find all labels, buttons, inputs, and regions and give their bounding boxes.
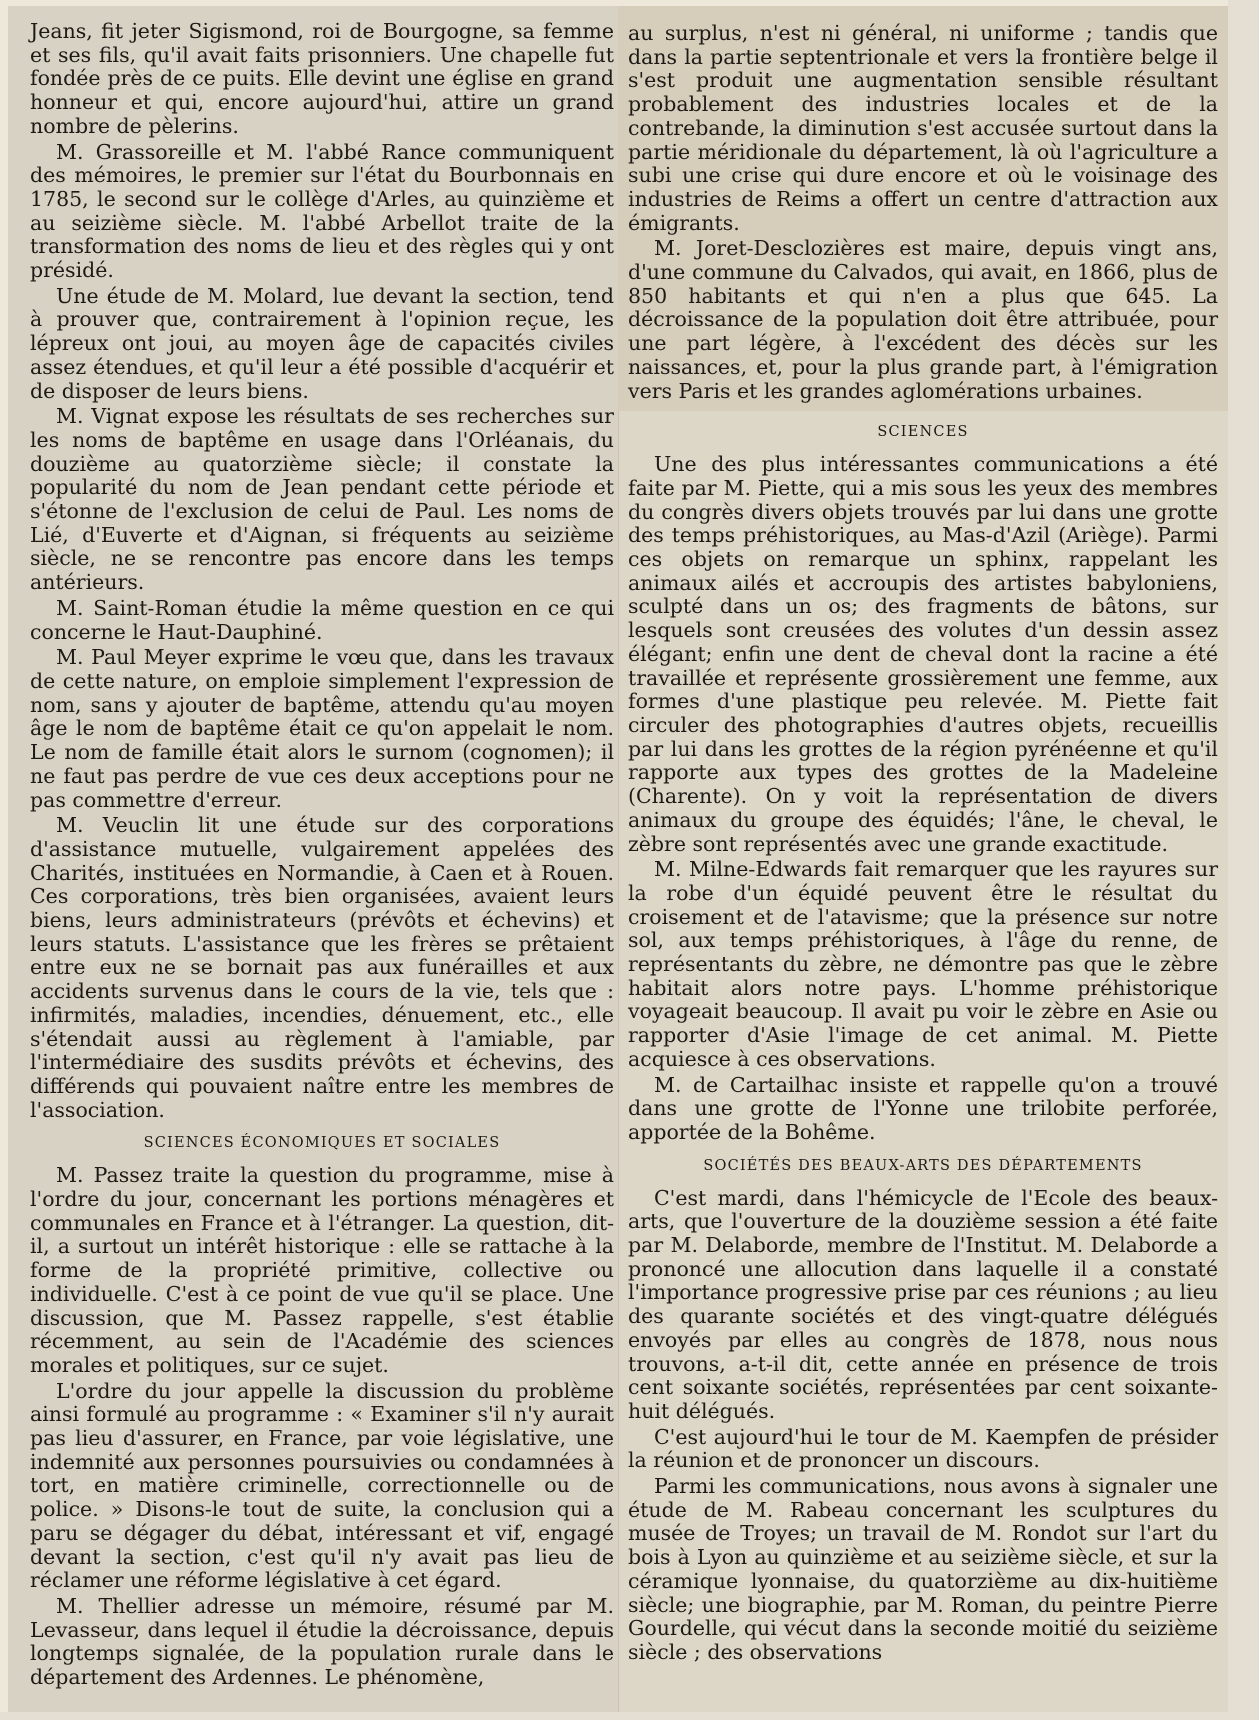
paragraph: C'est aujourd'hui le tour de M. Kaempfen de présider la réunion et de prononcer un discours. [628,1424,1218,1473]
paragraph: M. Paul Meyer exprime le vœu que, dans les travaux de cette nature, on emploie simplement l'expression de nom, sans y ajouter de baptême, attendu qu'au moyen âge le nom de baptême était ce qu'on appelait le nom. Le nom de famille était alors le surnom (cognomen); il ne faut pas perdre de vue ces deux acceptions pour ne pas commettre d'erreur. [30,645,614,812]
paragraph: Parmi les communications, nous avons à signaler une étude de M. Rabeau concernant les sculptures du musée de Troyes; un travail de M. Rondot sur l'art du bois à Lyon au quinzième et au seizième siècle, et sur la céramique lyonnaise, du quatorzième au dix-huitième siècle; une biographie, par M. Roman, du peintre Pierre Gourdelle, qui vécut dans la seconde moitié du seizième siècle ; des observations [628,1474,1218,1664]
section-heading-beaux-arts: SOCIÉTÉS DES BEAUX-ARTS DES DÉPARTEMENTS [703,1157,1143,1174]
section-heading-sciences: SCIENCES [877,424,969,441]
paragraph: M. Vignat expose les résultats de ses recherches sur les noms de baptême en usage dans l'Orléanais, du douzième au quatorzième siècle; il constate la popularité du nom de Jean pendant cette période et s'étonne de l'exclusion de celui de Paul. Les noms de Lié, d'Euverte et d'Aignan, si fréquents au seizième siècle, ne se rencontre pas encore dans les temps antérieurs. [30,404,614,595]
paragraph: au surplus, n'est ni général, ni uniforme ; tandis que dans la partie septentrionale et vers la frontière belge il s'est produit une augmentation sensible résultant probablement des industries locales et de la contrebande, la diminution s'est accusée surtout dans la partie méridionale du département, là où l'agriculture a subi une crise qui dure encore et où le voisinage des industries de Reims a offert un centre d'attraction aux émigrants. [628,21,1218,235]
paragraph: M. Passez traite la question du programme, mise à l'ordre du jour, concernant les portions ménagères et communales en France et à l'étranger. La question, dit-il, a surtout un intérêt historique : elle se rattache à la forme de la propriété primitive, collective ou individuelle. C'est à ce point de vue qu'il se place. Une discussion, que M. Passez rappelle, s'est établie récemment, au sein de l'Académie des sciences morales et politiques, sur ce sujet. [30,1163,614,1377]
paragraph: Une étude de M. Molard, lue devant la section, tend à prouver que, contrairement à l'opinion reçue, les lépreux ont joui, au moyen âge de capacités civiles assez étendues, et qu'il leur a été possible d'acquérir et de disposer de leurs biens. [30,283,614,403]
paragraph: M. Joret-Desclozières est maire, depuis vingt ans, d'une commune du Calvados, qui avait, en 1866, plus de 850 habitants et qui n'en a plus que 645. La décroissance de la population doit être attribuée, pour une part légère, à l'excédent des décès sur les naissances, et, pour la plus grande part, à l'émigration vers Paris et les grandes aglomérations urbaines. [628,236,1218,403]
paper-margin-right [1228,0,1259,1720]
paragraph: M. Saint-Roman étudie la même question en ce qui concerne le Haut-Dauphiné. [30,595,614,644]
paragraph: L'ordre du jour appelle la discussion du problème ainsi formulé au programme : « Examiner s'il n'y aurait pas lieu d'assurer, en France, par voie législative, une indemnité aux personnes poursuivies ou condamnées à tort, en matière criminelle, correctionnelle ou de police. » Disons-le tout de suite, la conclusion qui a paru se dégager du débat, intéressant et vif, engagé devant la section, c'est qu'il n'y avait pas lieu de réclamer une réforme législative à cet égard. [30,1378,614,1593]
left-column [8,6,620,1712]
right-column [618,6,1228,1712]
paragraph: Jeans, fit jeter Sigismond, roi de Bourgogne, sa femme et ses fils, qu'il avait faits prisonniers. Une chapelle fut fondée près de ce puits. Elle devint une église en grand honneur et qui, encore aujourd'hui, attire un grand nombre de pèlerins. [30,19,614,138]
upper-clipping [618,6,1228,411]
paragraph: C'est mardi, dans l'hémicycle de l'Ecole des beaux-arts, que l'ouverture de la douzième session a été faite par M. Delaborde, membre de l'Institut. M. Delaborde a prononcé une allocution dans laquelle il a constaté l'importance progressive prise par ces réunions ; au lieu des quarante sociétés et des vingt-quatre délégués envoyés par elles au congrès de 1878, nous nous trouvons, a-t-il dit, cette année en présence de trois cent soixante sociétés, représentées par cent soixante-huit délégués. [628,1185,1218,1423]
paragraph: M. Veuclin lit une étude sur des corporations d'assistance mutuelle, vulgairement appelées des Charités, instituées en Normandie, à Caen et à Rouen. Ces corporations, très bien organisées, avaient leurs biens, leurs administrateurs (prévôts et échevins) et leurs statuts. L'assistance que les frères se prêtaient entre eux ne se bornait pas aux funérailles et aux accidents survenus dans le cours de la vie, tels que : infirmités, maladies, incendies, dénuement, etc., elle s'étendait aussi au règlement à l'amiable, par l'intermédiaire des susdits prévôts et échevins, des différends qui pouvaient naître entre les membres de l'association. [30,813,614,1122]
paragraph: Une des plus intéressantes communications a été faite par M. Piette, qui a mis sous les yeux des membres du congrès divers objets trouvés par lui dans une grotte des temps préhistoriques, au Mas-d'Azil (Ariège). Parmi ces objets on remarque un sphinx, rappelant les animaux ailés et accroupis des artistes babyloniens, sculpté dans un os; des fragments de bâtons, sur lesquels sont creusées des volutes d'un dessin assez élégant; enfin une dent de cheval dont la racine a été travaillée et représente grossièrement une femme, aux formes d'une plastique peu relevée. M. Piette fait circuler des photographies d'autres objets, recueillis par lui dans les grottes de la région pyrénéenne et qu'il rapporte aux types des grottes de la Madeleine (Charente). On y voit la représentation de divers animaux du groupe des équidés; l'âne, le cheval, le zèbre sont représentés avec une grande exactitude. [628,452,1218,856]
section-heading-economiques: SCIENCES ÉCONOMIQUES ET SOCIALES [143,1135,501,1152]
paragraph: M. Grassoreille et M. l'abbé Rance communiquent des mémoires, le premier sur l'état du Bourbonnais en 1785, le second sur le collège d'Arles, au quinzième et au seizième siècle. M. l'abbé Arbellot traite de la transformation des noms de lieu et des règles qui y ont présidé. [30,139,614,283]
paragraph: M. Thellier adresse un mémoire, résumé par M. Levasseur, dans lequel il étudie la décroissance, depuis longtemps signalée, de la population rurale dans le département des Ardennes. Le phénomène, [30,1594,614,1690]
paper-margin-bottom [0,1712,1259,1720]
paragraph: M. Milne-Edwards fait remarquer que les rayures sur la robe d'un équidé peuvent être le résultat du croisement et de l'atavisme; que la présence sur notre sol, aux temps préhistoriques, à l'âge du renne, de représentants du zèbre, ne démontre pas que le zèbre habitait alors notre pays. L'homme préhistorique voyageait beaucoup. Il avait pu voir le zèbre en Asie ou rapporter d'Asie l'image de cet animal. M. Piette acquiesce à ces observations. [628,857,1218,1071]
paragraph: M. de Cartailhac insiste et rappelle qu'on a trouvé dans une grotte de l'Yonne une trilobite perforée, apportée de la Bohême. [628,1072,1218,1144]
